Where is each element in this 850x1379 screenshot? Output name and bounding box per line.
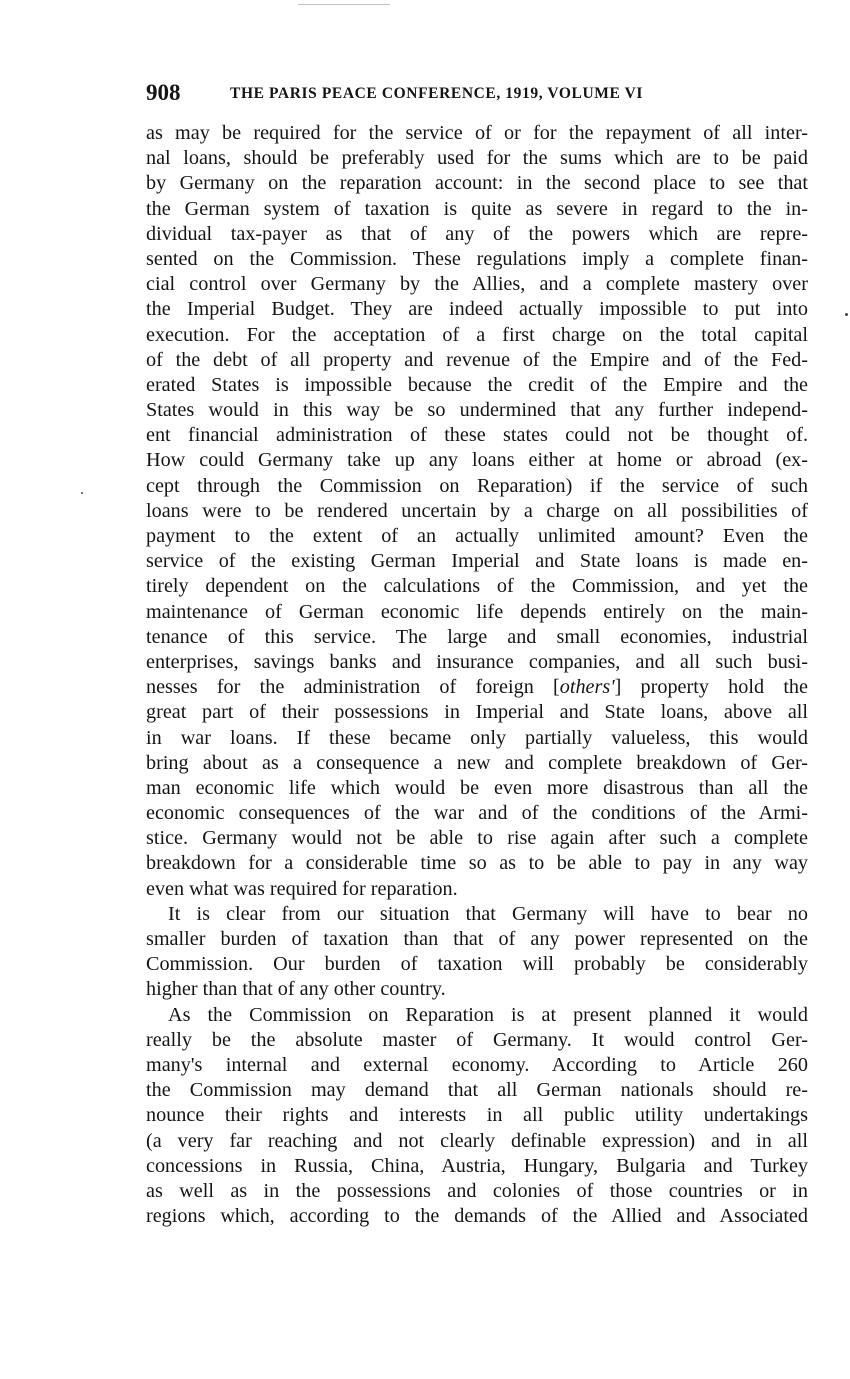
text-line-with-italic (146, 675, 808, 700)
running-title: THE PARIS PEACE CONFERENCE, 1919, VOLUME VI (230, 85, 644, 102)
text-line: man economic life which would be even more disastrous than all the (146, 776, 808, 799)
text-line: concessions in Russia, China, Austria, Hungary, Bulgaria and Turkey (146, 1154, 808, 1177)
text-line: dividual tax-payer as that of any of the powers which are repre- (146, 222, 808, 245)
text-line: many's internal and external economy. According to Article 260 (146, 1053, 808, 1076)
text-line: of the debt of all property and revenue of the Empire and of the Fed- (146, 348, 808, 371)
italic-insertion: others' (559, 676, 615, 699)
text-line: payment to the extent of an actually unlimited amount? Even the (146, 525, 808, 547)
text-line: erated States is impossible because the credit of the Empire and the (146, 373, 808, 396)
text-line: cept through the Commission on Reparation) if the service of such (146, 474, 808, 497)
text-line: by Germany on the reparation account: in the second place to see that (146, 172, 808, 195)
page-number: 908 (146, 80, 181, 105)
text-line: service of the existing German Imperial and State loans is made en- (146, 550, 808, 573)
text-line: nounce their rights and interests in all public utility undertakings (146, 1104, 808, 1127)
text-fragment: ] property hold the (614, 676, 808, 699)
text-line: in war loans. If these became only partially valueless, this would (146, 726, 808, 749)
text-line: stice. Germany would not be able to rise again after such a complete (146, 827, 808, 850)
text-line: bring about as a consequence a new and complete breakdown of Ger- (146, 751, 808, 774)
text-line: execution. For the acceptation of a first charge on the total capital (146, 323, 808, 346)
running-header (146, 78, 826, 108)
text-line: the Imperial Budget. They are indeed actually impossible to put into (146, 298, 808, 321)
scan-artifact-line (298, 4, 390, 5)
text-line: tenance of this service. The large and small economies, industrial (146, 625, 808, 648)
text-line: the German system of taxation is quite as severe in regard to the in- (146, 197, 808, 220)
margin-speck (81, 492, 83, 494)
text-fragment: nesses for the administration of foreign [ (146, 676, 560, 699)
text-line: nal loans, should be preferably used for the sums which are to be paid (146, 147, 808, 170)
text-line: economic consequences of the war and of the conditions of the Armi- (146, 802, 808, 825)
text-line: smaller burden of taxation than that of any power represented on the (146, 928, 808, 950)
text-line: (a very far reaching and not clearly definable expression) and in all (146, 1129, 808, 1152)
text-line: sented on the Commission. These regulations imply a complete finan- (146, 247, 808, 270)
text-line: as well as in the possessions and colonies of those countries or in (146, 1179, 808, 1202)
text-line: great part of their possessions in Imperial and State loans, above all (146, 701, 808, 724)
text-line: How could Germany take up any loans either at home or abroad (ex- (146, 449, 808, 472)
paragraph-start-line: As the Commission on Reparation is at present planned it would (168, 1003, 808, 1026)
text-line: loans were to be rendered uncertain by a charge on all possibilities of (146, 499, 808, 522)
text-line: regions which, according to the demands of the Allied and Associated (146, 1205, 808, 1228)
margin-speck (845, 313, 848, 316)
text-line: ent financial administration of these states could not be thought of. (146, 424, 808, 447)
text-line: the Commission may demand that all German nationals should re- (146, 1079, 808, 1102)
text-line: tirely dependent on the calculations of the Commission, and yet the (146, 575, 808, 598)
text-line: cial control over Germany by the Allies, and a complete mastery over (146, 273, 808, 296)
paragraph-end-line: even what was required for reparation. (146, 877, 458, 900)
text-line: maintenance of German economic life depends entirely on the main- (146, 600, 808, 623)
text-line: really be the absolute master of Germany. It would control Ger- (146, 1028, 808, 1051)
text-line: States would in this way be so undermined that any further independ- (146, 399, 808, 422)
paragraph-start-line: It is clear from our situation that Germany will have to bear no (168, 902, 808, 925)
text-line: Commission. Our burden of taxation will probably be considerably (146, 953, 808, 976)
paragraph-end-line: higher than that of any other country. (146, 978, 446, 1001)
text-line: as may be required for the service of or for the repayment of all inter- (146, 122, 808, 144)
body-text (146, 121, 808, 1229)
text-line: breakdown for a considerable time so as to be able to pay in any way (146, 852, 808, 875)
text-line: enterprises, savings banks and insurance companies, and all such busi- (146, 650, 808, 673)
